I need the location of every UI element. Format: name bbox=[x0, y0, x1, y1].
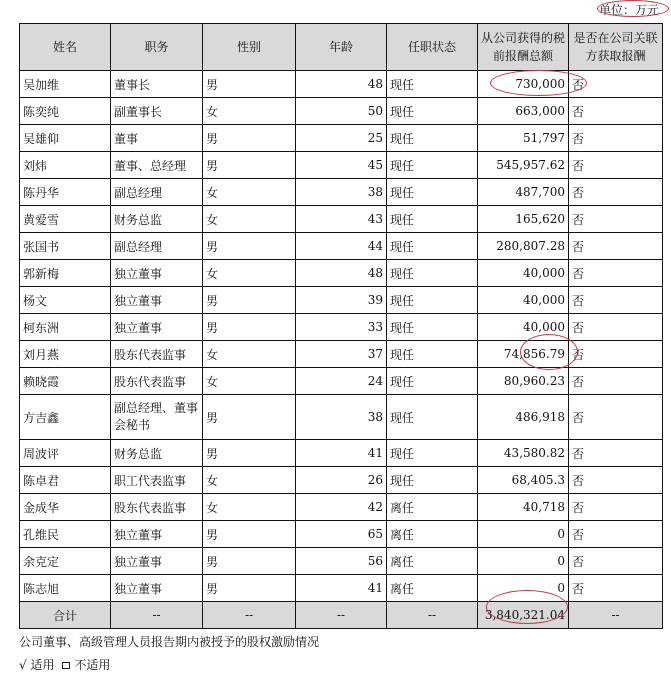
cell-name: 方吉鑫 bbox=[20, 395, 111, 440]
cell-status: 现任 bbox=[387, 368, 478, 395]
cell-name: 余克定 bbox=[20, 548, 111, 575]
cell-age: 37 bbox=[296, 341, 387, 368]
cell-name: 张国书 bbox=[20, 233, 111, 260]
cell-status: 现任 bbox=[387, 71, 478, 98]
annotation-circle bbox=[597, 0, 669, 17]
total-age: -- bbox=[296, 602, 387, 629]
cell-age: 45 bbox=[296, 152, 387, 179]
table-row bbox=[20, 368, 663, 395]
cell-age: 24 bbox=[296, 368, 387, 395]
table-row bbox=[20, 260, 663, 287]
cell-gender: 女 bbox=[203, 494, 296, 521]
cell-gender: 男 bbox=[203, 548, 296, 575]
cell-related-party: 否 bbox=[569, 548, 663, 575]
cell-gender: 男 bbox=[203, 575, 296, 602]
cell-gender: 男 bbox=[203, 152, 296, 179]
cell-status: 现任 bbox=[387, 125, 478, 152]
cell-position: 股东代表监事 bbox=[111, 494, 203, 521]
cell-compensation: 730,000 bbox=[478, 71, 569, 98]
check-mark-icon: √ bbox=[19, 658, 27, 672]
cell-status: 离任 bbox=[387, 494, 478, 521]
cell-status: 现任 bbox=[387, 179, 478, 206]
cell-related-party: 否 bbox=[569, 287, 663, 314]
header-related-party: 是否在公司关联方获取报酬 bbox=[569, 24, 663, 71]
cell-age: 39 bbox=[296, 287, 387, 314]
cell-related-party: 否 bbox=[569, 494, 663, 521]
cell-name: 刘月燕 bbox=[20, 341, 111, 368]
total-gender: -- bbox=[203, 602, 296, 629]
cell-compensation: 74,856.79 bbox=[478, 341, 569, 368]
cell-compensation: 486,918 bbox=[478, 395, 569, 440]
cell-position: 董事、总经理 bbox=[111, 152, 203, 179]
cell-name: 金成华 bbox=[20, 494, 111, 521]
cell-age: 56 bbox=[296, 548, 387, 575]
cell-name: 柯东洲 bbox=[20, 314, 111, 341]
cell-related-party: 否 bbox=[569, 71, 663, 98]
cell-position: 财务总监 bbox=[111, 206, 203, 233]
cell-related-party: 否 bbox=[569, 314, 663, 341]
cell-compensation: 40,718 bbox=[478, 494, 569, 521]
cell-gender: 女 bbox=[203, 206, 296, 233]
total-related-party: -- bbox=[569, 602, 663, 629]
cell-position: 董事 bbox=[111, 125, 203, 152]
cell-gender: 男 bbox=[203, 521, 296, 548]
cell-name: 杨文 bbox=[20, 287, 111, 314]
cell-status: 现任 bbox=[387, 287, 478, 314]
header-age: 年龄 bbox=[296, 24, 387, 71]
cell-position: 副总经理 bbox=[111, 179, 203, 206]
cell-gender: 男 bbox=[203, 395, 296, 440]
cell-name: 刘炜 bbox=[20, 152, 111, 179]
cell-gender: 男 bbox=[203, 125, 296, 152]
cell-name: 黄爱雪 bbox=[20, 206, 111, 233]
table-row bbox=[20, 179, 663, 206]
table-row bbox=[20, 233, 663, 260]
cell-gender: 女 bbox=[203, 260, 296, 287]
cell-name: 周波评 bbox=[20, 440, 111, 467]
cell-position: 股东代表监事 bbox=[111, 368, 203, 395]
cell-compensation: 0 bbox=[478, 575, 569, 602]
cell-age: 38 bbox=[296, 395, 387, 440]
table-row bbox=[20, 440, 663, 467]
cell-position: 职工代表监事 bbox=[111, 467, 203, 494]
cell-position: 独立董事 bbox=[111, 287, 203, 314]
cell-age: 65 bbox=[296, 521, 387, 548]
cell-status: 现任 bbox=[387, 467, 478, 494]
cell-gender: 男 bbox=[203, 71, 296, 98]
cell-related-party: 否 bbox=[569, 341, 663, 368]
header-status: 任职状态 bbox=[387, 24, 478, 71]
cell-status: 现任 bbox=[387, 440, 478, 467]
cell-age: 33 bbox=[296, 314, 387, 341]
table-row bbox=[20, 467, 663, 494]
cell-age: 26 bbox=[296, 467, 387, 494]
table-row bbox=[20, 548, 663, 575]
cell-status: 离任 bbox=[387, 548, 478, 575]
cell-related-party: 否 bbox=[569, 233, 663, 260]
cell-compensation: 0 bbox=[478, 521, 569, 548]
table-row bbox=[20, 494, 663, 521]
cell-status: 现任 bbox=[387, 233, 478, 260]
header-compensation: 从公司获得的税前报酬总额 bbox=[478, 24, 569, 71]
cell-related-party: 否 bbox=[569, 179, 663, 206]
table-row bbox=[20, 575, 663, 602]
cell-status: 现任 bbox=[387, 341, 478, 368]
cell-compensation: 663,000 bbox=[478, 98, 569, 125]
cell-gender: 男 bbox=[203, 287, 296, 314]
cell-related-party: 否 bbox=[569, 98, 663, 125]
cell-compensation: 43,580.82 bbox=[478, 440, 569, 467]
cell-gender: 男 bbox=[203, 233, 296, 260]
checkbox-icon bbox=[62, 662, 70, 669]
cell-position: 副总经理、董事会秘书 bbox=[111, 395, 203, 440]
cell-name: 吴雄仰 bbox=[20, 125, 111, 152]
cell-name: 郭新梅 bbox=[20, 260, 111, 287]
cell-compensation: 280,807.28 bbox=[478, 233, 569, 260]
cell-related-party: 否 bbox=[569, 440, 663, 467]
not-applicable-label: 不适用 bbox=[74, 658, 111, 672]
table-row bbox=[20, 71, 663, 98]
table-row bbox=[20, 206, 663, 233]
applicable-label: 适用 bbox=[30, 658, 55, 672]
header-gender: 性别 bbox=[203, 24, 296, 71]
cell-age: 48 bbox=[296, 260, 387, 287]
cell-position: 董事长 bbox=[111, 71, 203, 98]
header-name: 姓名 bbox=[20, 24, 111, 71]
cell-name: 陈丹华 bbox=[20, 179, 111, 206]
cell-name: 赖晓霞 bbox=[20, 368, 111, 395]
cell-gender: 女 bbox=[203, 179, 296, 206]
cell-compensation: 40,000 bbox=[478, 287, 569, 314]
cell-age: 44 bbox=[296, 233, 387, 260]
table-row bbox=[20, 521, 663, 548]
cell-compensation: 80,960.23 bbox=[478, 368, 569, 395]
cell-position: 独立董事 bbox=[111, 314, 203, 341]
cell-gender: 男 bbox=[203, 440, 296, 467]
table-row bbox=[20, 125, 663, 152]
cell-status: 现任 bbox=[387, 98, 478, 125]
cell-age: 41 bbox=[296, 440, 387, 467]
cell-gender: 女 bbox=[203, 467, 296, 494]
total-name: 合计 bbox=[20, 602, 111, 629]
cell-compensation: 40,000 bbox=[478, 314, 569, 341]
unit-label: 单位：万元 bbox=[598, 3, 659, 17]
cell-compensation: 487,700 bbox=[478, 179, 569, 206]
cell-status: 现任 bbox=[387, 314, 478, 341]
cell-related-party: 否 bbox=[569, 575, 663, 602]
header-position: 职务 bbox=[111, 24, 203, 71]
cell-status: 离任 bbox=[387, 521, 478, 548]
cell-related-party: 否 bbox=[569, 395, 663, 440]
cell-position: 独立董事 bbox=[111, 260, 203, 287]
cell-position: 独立董事 bbox=[111, 521, 203, 548]
applicability-line bbox=[19, 656, 110, 673]
cell-name: 陈奕纯 bbox=[20, 98, 111, 125]
cell-compensation: 51,797 bbox=[478, 125, 569, 152]
equity-incentive-note: 公司董事、高级管理人员报告期内被授予的股权激励情况 bbox=[19, 635, 320, 649]
cell-related-party: 否 bbox=[569, 521, 663, 548]
cell-related-party: 否 bbox=[569, 368, 663, 395]
cell-age: 38 bbox=[296, 179, 387, 206]
cell-compensation: 165,620 bbox=[478, 206, 569, 233]
cell-position: 股东代表监事 bbox=[111, 341, 203, 368]
cell-status: 现任 bbox=[387, 206, 478, 233]
cell-name: 孔维民 bbox=[20, 521, 111, 548]
cell-compensation: 545,957.62 bbox=[478, 152, 569, 179]
table-row bbox=[20, 287, 663, 314]
cell-age: 41 bbox=[296, 575, 387, 602]
cell-position: 独立董事 bbox=[111, 548, 203, 575]
cell-age: 42 bbox=[296, 494, 387, 521]
cell-age: 25 bbox=[296, 125, 387, 152]
cell-gender: 女 bbox=[203, 341, 296, 368]
cell-name: 吴加维 bbox=[20, 71, 111, 98]
total-compensation: 3,840,321.04 bbox=[478, 602, 569, 629]
table-row bbox=[20, 314, 663, 341]
table-row bbox=[20, 341, 663, 368]
cell-position: 副董事长 bbox=[111, 98, 203, 125]
cell-status: 离任 bbox=[387, 575, 478, 602]
cell-status: 现任 bbox=[387, 152, 478, 179]
cell-related-party: 否 bbox=[569, 125, 663, 152]
total-row bbox=[20, 602, 663, 629]
compensation-table bbox=[19, 23, 663, 629]
cell-compensation: 0 bbox=[478, 548, 569, 575]
cell-gender: 男 bbox=[203, 314, 296, 341]
cell-related-party: 否 bbox=[569, 260, 663, 287]
cell-position: 财务总监 bbox=[111, 440, 203, 467]
table-row bbox=[20, 395, 663, 440]
cell-related-party: 否 bbox=[569, 467, 663, 494]
total-position: -- bbox=[111, 602, 203, 629]
cell-position: 副总经理 bbox=[111, 233, 203, 260]
cell-related-party: 否 bbox=[569, 152, 663, 179]
cell-gender: 女 bbox=[203, 98, 296, 125]
cell-position: 独立董事 bbox=[111, 575, 203, 602]
total-status: -- bbox=[387, 602, 478, 629]
cell-related-party: 否 bbox=[569, 206, 663, 233]
cell-status: 现任 bbox=[387, 260, 478, 287]
cell-status: 现任 bbox=[387, 395, 478, 440]
cell-compensation: 40,000 bbox=[478, 260, 569, 287]
table-row bbox=[20, 152, 663, 179]
cell-name: 陈卓君 bbox=[20, 467, 111, 494]
cell-name: 陈志旭 bbox=[20, 575, 111, 602]
cell-age: 43 bbox=[296, 206, 387, 233]
table-row bbox=[20, 98, 663, 125]
cell-compensation: 68,405.3 bbox=[478, 467, 569, 494]
cell-gender: 女 bbox=[203, 368, 296, 395]
cell-age: 48 bbox=[296, 71, 387, 98]
table-header-row bbox=[20, 24, 663, 71]
cell-age: 50 bbox=[296, 98, 387, 125]
